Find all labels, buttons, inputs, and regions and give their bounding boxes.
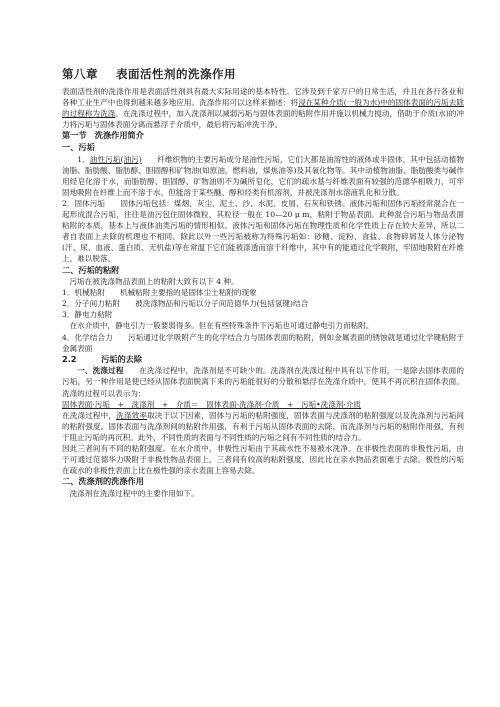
oily-dirt-text: 纤维织物的主要污垢成分是油性污垢，它们大都是油溶性的液体或半固体，其中包括动植物油脂、脂肪酸、脂肪醇、胆固醇和矿物油(如原油，燃料油，煤焦油等)及其氧化物等。其中动植物油脂、脂肪酸类与碱作用经皂化溶于水，而脂肪醇、胆固醇、矿物油则不为碱所皂化，它们的疏水基与纤维表面有较强的范德华相吸力，可牢固地吸附在纤维上而不溶于水，但能溶于某些醚、醇和烃类有机溶剂，并被洗涤剂水溶液乳化和分散。 xyxy=(62,154,464,197)
adhesion-item-3: 3．静电力粘附 xyxy=(62,310,113,320)
solid-dirt-paragraph: 2．固体污垢 固体污垢包括：煤烟、灰尘、泥土、沙、水泥、皮屑、石灰和铁锈。液体污垢和固体污垢经常混合在一起形成混合污垢，往往是油污包住固体微粒，其粒径一般在 10—20 μ m，粘附于物品表面。此种混合污垢与物品表面粘附的本质，基本上与液体油类污垢的情形相似。液体污垢和固体污垢在物理性质和化学性质上存在较大差异，所以二者自表面上去除的机理也不相同。除此以外一些污垢被称为特殊污垢如：砂糖、淀粉、食盐、食物碎屑及人体分泌物(汗、尿、血液、蛋白质、无机盐)等在常温下它们能被涤透而溶于纤维中，其中有的能通过化学吸附，牢固地吸附在纤维上，难以脱落。 xyxy=(62,198,464,264)
washing-formula: 固体表面·污垢 + 洗涤剂 + 介质＝ 固体表面·洗涤剂·介质 + 污垢•洗涤剂·介质 xyxy=(62,399,361,409)
chapter-title: 表面活性剂的洗涤作用 xyxy=(116,67,236,81)
oily-dirt-paragraph xyxy=(62,154,464,198)
washing-process-paragraph xyxy=(62,365,464,398)
section-1-heading: 第一节 洗涤作用简介 xyxy=(62,130,144,141)
adhesion-lead: 污垢在被洗涤物品表面上的粘附大致有以下 4 种。 xyxy=(69,277,239,287)
detergent-lead: 洗涤剂在洗涤过程中的主要作用如下。 xyxy=(69,488,199,498)
oily-dirt-num: 1． xyxy=(77,154,90,164)
intro-text-a: 表面活性剂的洗涤作用是表面活性剂具有最大实际用途的基本特性。它涉及到千家万户的日常生活，并且在各行各业和各种工业生产中也得到越来越多地应用。洗涤作用可以这样来描述：将 xyxy=(62,87,464,108)
efficiency-text: 取决于以下因素，固体与污垢的粘附强度，固体表面与洗涤剂的粘附强度以及洗涤剂与污垢间的粘附强度。固体表面与洗涤剂间的粘附作用强，有利于污垢从固体表面的去除，而洗涤剂与污垢的粘附作用强，有利于阻止污垢的再沉积。此外，不同性质的表面与不同性质的污垢之间有不同性质的结合力。 xyxy=(62,410,465,442)
intro-definition: 浸在某种介质(一般为水)中的固体表面的污垢去除的过程称为洗涤 xyxy=(62,98,464,119)
adhesion-item-1: 1．机械粘附 机械粘附主要指的是固体尘土粘附的现象 xyxy=(62,288,257,298)
subsection-dirt-heading: 一、污垢 xyxy=(62,141,95,152)
washing-process-text: 在洗涤过程中，洗涤剂是不可缺少的。洗涤剂在洗涤过程中具有以下作用，一是除去固体表面的污垢，另一种作用是使已经从固体表面脱离下来的污垢能很好的分散和悬浮在洗涤介质中，使其不再沉积在固体表面。洗涤的过程可以表示为： xyxy=(62,366,464,398)
adhesion-item-4: 4．化学结合力 污垢通过化学吸附产生的化学结合力与固体表面的粘附，例如金属表面的锈蚀就是通过化学键粘附于金属表面 xyxy=(62,332,464,353)
adhesion-item-2: 2．分子间力粘附 被洗涤物品和污垢以分子间范德华力(包括氢键)结合 xyxy=(62,299,309,309)
document-page xyxy=(62,66,464,499)
section-removal-heading: 2.2 污垢的去除 xyxy=(62,353,143,364)
intro-paragraph xyxy=(62,86,464,130)
oily-dirt-term: 油性污垢(油污) xyxy=(89,154,142,164)
adhesion-strength-paragraph: 因此三者间有不同的粘附强度。在水介质中，非极性污垢由于其疏水性不易被水洗净。在非极性表面的非极性污垢，由于可通过范德华力吸附于非极性物品表面上，三者间有较高的粘附强度，因此比在亲水物品表面难于去除。极性的污垢在疏水的非极性表面上比在极性强的亲水表面上容易去除。 xyxy=(62,444,464,476)
efficiency-lead: 在洗涤过程中， xyxy=(62,410,117,420)
chapter-heading xyxy=(62,66,464,82)
section-adhesion-heading: 二、污垢的粘附 xyxy=(62,264,120,275)
section-detergent-heading: 二、洗涤剂的洗涤作用 xyxy=(62,476,144,487)
intro-text-b: 。在洗涤过程中，加入洗涤剂以减弱污垢与固体表面的粘附作用并施以机械力搅动，借助于介质(水)的冲力将污垢与固体表面分离而悬浮于介质中，最后将污垢冲洗干净。 xyxy=(62,109,465,130)
washing-process-label: 一、洗涤过程 xyxy=(77,366,124,376)
adhesion-item-3-text: 在水介质中，静电引力一般要弱得多。但在有些特殊条件下污垢也可通过静电引力而粘附。 xyxy=(69,321,374,331)
chapter-number: 第八章 xyxy=(62,67,98,81)
efficiency-paragraph xyxy=(62,410,464,443)
efficiency-term: 洗涤效率 xyxy=(116,410,148,420)
